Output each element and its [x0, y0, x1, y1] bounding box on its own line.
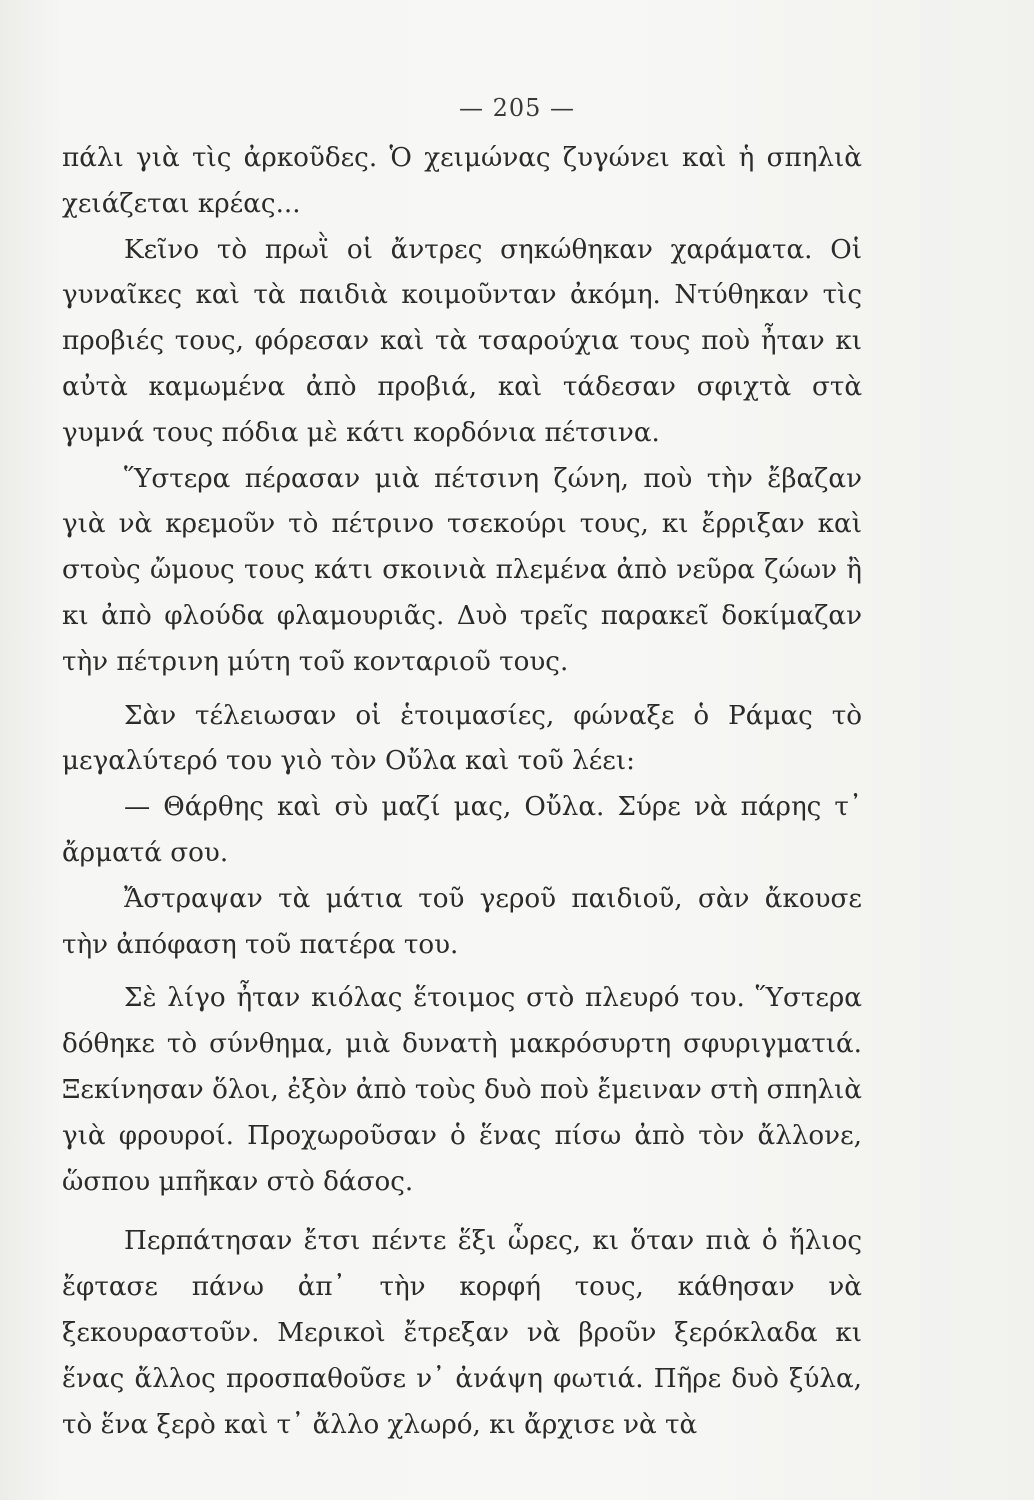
paragraph-dialogue: — Θάρθης καὶ σὺ μαζί μας, Οὔλα. Σύρε νὰ πάρης τ᾽ ἄρματά σου.: [62, 792, 862, 868]
paragraph-departure: Σὲ λίγο ἦταν κιόλας ἕτοιμος στὸ πλευρό του. Ὕστερα δόθηκε τὸ σύνθημα, μιὰ δυνατὴ μακρόσυρτη σφυριγματιά. Ξεκίνησαν ὅλοι, ἐξὸν ἀπὸ τοὺς δυὸ ποὺ ἔμειναν στὴ σπηλιὰ γιὰ φρουροί. Προχωροῦσαν ὁ ἕνας πίσω ἀπὸ τὸν ἄλλονε, ὥσπου μπῆκαν στὸ δάσος.: [62, 983, 862, 1197]
page-number: — 205 —: [458, 94, 576, 122]
paragraph-men-dressing: Κεῖνο τὸ πρωῒ οἱ ἄντρες σηκώθηκαν χαράματα. Οἱ γυναῖκες καὶ τὰ παιδιὰ κοιμοῦνταν ἀκόμη. Ντύθηκαν τὶς προβιές τους, φόρεσαν καὶ τὰ τσαρούχια τους ποὺ ἦταν κι αὐτὰ καμωμένα ἀπὸ προβιά, καὶ τάδεσαν σφιχτὰ στὰ γυμνά τους πόδια μὲ κάτι κορδόνια πέτσινα.: [62, 234, 862, 448]
paragraph-eyes-flash: Ἄστραψαν τὰ μάτια τοῦ γεροῦ παιδιοῦ, σὰν ἄκουσε τὴν ἀπόφαση τοῦ πατέρα του.: [62, 883, 862, 960]
paragraph-rest-and-fire: Περπάτησαν ἔτσι πέντε ἕξι ὧρες, κι ὅταν πιὰ ὁ ἥλιος ἔφτασε πάνω ἀπ᾽ τὴν κορφή τους, κάθησαν νὰ ξεκουραστοῦν. Μερικοὶ ἔτρεξαν νὰ βροῦν ξερόκλαδα κι ἕνας ἄλλος προσπαθοῦσε ν᾽ ἀνάψη φωτιά. Πῆρε δυὸ ξύλα, τὸ ἕνα ξερὸ καὶ τ᾽ ἄλλο χλωρό, κι ἄρχισε νὰ τὰ: [62, 1226, 862, 1440]
paragraph-belt-and-ropes: Ὕστερα πέρασαν μιὰ πέτσινη ζώνη, ποὺ τὴν ἔβαζαν γιὰ νὰ κρεμοῦν τὸ πέτρινο τσεκούρι τους, κι ἔρριξαν καὶ στοὺς ὤμους τους κάτι σκοινιὰ πλεμένα ἀπὸ νεῦρα ζώων ἢ κι ἀπὸ φλούδα φλαμουριᾶς. Δυὸ τρεῖς παρακεῖ δοκίμαζαν τὴν πέτρινη μύτη τοῦ κονταριοῦ τους.: [62, 463, 862, 677]
body-text: [62, 136, 862, 1448]
paragraph-continuation: πάλι γιὰ τὶς ἀρκοῦδες. Ὁ χειμώνας ζυγώνει καὶ ἡ σπηλιὰ χειάζεται κρέας...: [62, 143, 862, 219]
paragraph-ramas-calls-son: Σὰν τέλειωσαν οἱ ἑτοιμασίες, φώναξε ὁ Ράμας τὸ μεγαλύτερό του γιὸ τὸν Οὔλα καὶ τοῦ λέει:: [62, 700, 862, 777]
